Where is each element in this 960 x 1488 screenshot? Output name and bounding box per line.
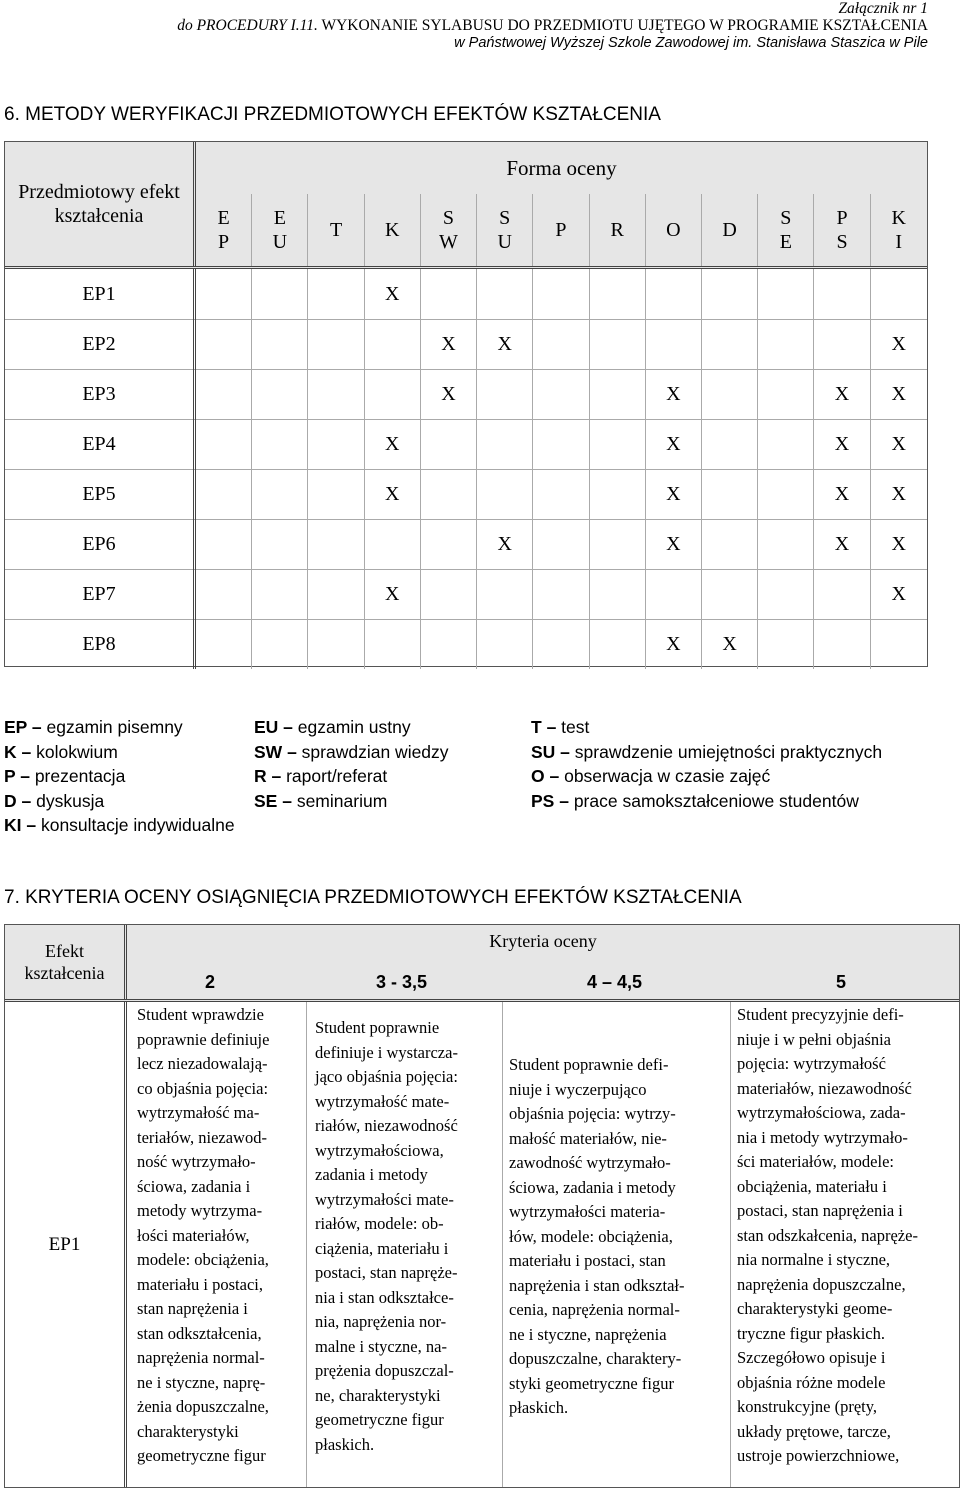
column-header: E U <box>252 194 308 266</box>
mark-cell <box>590 619 646 669</box>
grade-2: 2 <box>205 972 216 992</box>
row-label: EP2 <box>5 319 196 369</box>
mark-cell: X <box>814 419 870 469</box>
mark-cell: X <box>477 519 533 569</box>
column-header: P <box>533 194 589 266</box>
mark-cell <box>590 569 646 619</box>
legend-item <box>254 764 387 788</box>
criteria-text-2: Student wprawdzie poprawnie definiuje lecz niezadowalają- co objaśnia pojęcia: wytrzymałość ma- teriałów, niezawod- ność wytrzymało- ściowa, zadania i metody wytrzyma- łości materiałów, modele: obciążenia, materiału i postaci, stan naprężenia i stan odkształcenia, naprężenia normal- ne i styczne, naprę- żenia dopuszczalne, charakterystyki geometryczne figur <box>137 1005 270 1465</box>
legend-item <box>254 789 387 813</box>
mark-cell <box>196 519 252 569</box>
mark-cell: X <box>814 369 870 419</box>
legend-item <box>531 789 859 813</box>
mark-cell <box>758 519 814 569</box>
mark-cell <box>758 619 814 669</box>
legend-desc: kolokwium <box>36 741 118 762</box>
mark-cell <box>646 269 702 319</box>
legend-dash: – <box>544 766 565 786</box>
mark-cell: X <box>646 369 702 419</box>
table-row <box>5 469 927 520</box>
legend-dash: – <box>554 790 574 811</box>
mark-cell <box>814 319 870 369</box>
mark-cell <box>308 319 364 369</box>
mark-cell: X <box>891 482 906 505</box>
mark-cell <box>758 419 814 469</box>
mark-cell <box>196 369 252 419</box>
effect-column-header: Przedmiotowy efekt kształcenia <box>5 142 196 266</box>
mark-cell <box>421 269 477 319</box>
legend-dash: – <box>541 717 562 737</box>
legend-abbr: T <box>531 717 542 737</box>
column-header: K <box>365 194 421 266</box>
legend-dash: – <box>16 741 37 762</box>
section-7-title: 7. KRYTERIA OCENY OSIĄGNIĘCIA PRZEDMIOTOWYCH EFEKTÓW KSZTAŁCENIA <box>4 887 742 908</box>
mark-cell <box>252 419 308 469</box>
legend-dash: – <box>21 815 41 835</box>
legend-dash: – <box>278 717 298 737</box>
mark-cell <box>421 569 477 619</box>
mark-cell <box>814 619 870 669</box>
mark-cell <box>702 419 758 469</box>
legend-dash: – <box>277 790 297 811</box>
mark-cell <box>702 569 758 619</box>
mark-cell <box>646 569 702 619</box>
mark-cell <box>590 269 646 319</box>
table-row <box>5 269 927 320</box>
mark-cell <box>308 519 364 569</box>
mark-cell <box>702 369 758 419</box>
column-header: K I <box>891 207 906 253</box>
mark-cell <box>196 469 252 519</box>
legend-desc: raport/referat <box>286 766 388 786</box>
mark-cell <box>533 369 589 419</box>
legend-abbr: EU <box>254 717 279 737</box>
column-header: T <box>308 194 364 266</box>
row-label: EP1 <box>5 269 196 319</box>
mark-cell: X <box>365 269 421 319</box>
mark-cell <box>533 619 589 669</box>
legend-desc: egzamin ustny <box>297 717 411 737</box>
mark-cell <box>533 269 589 319</box>
legend-desc: seminarium <box>296 790 388 811</box>
assessment-form-header: Forma oceny <box>506 155 617 180</box>
mark-cell <box>252 319 308 369</box>
mark-cell <box>308 369 364 419</box>
mark-cell <box>758 319 814 369</box>
legend-abbr: SW <box>254 741 283 762</box>
legend-abbr: EP <box>4 717 28 737</box>
legend-desc: dyskusja <box>36 790 105 811</box>
column-header: O <box>646 194 702 266</box>
criteria-grade-4 <box>503 1002 731 1487</box>
table-row <box>5 419 927 470</box>
effect-header-text: Efekt kształcenia <box>24 941 105 983</box>
legend-desc: prezentacja <box>34 766 126 786</box>
legend-abbr: PS <box>531 790 555 811</box>
legend-desc: test <box>561 717 590 737</box>
mark-cell <box>308 419 364 469</box>
mark-cell <box>758 369 814 419</box>
table-row <box>5 619 927 669</box>
legend-desc: sprawdzian wiedzy <box>301 741 449 762</box>
mark-cell: X <box>814 519 870 569</box>
grade-3: 3 - 3,5 <box>376 972 428 992</box>
mark-cell <box>196 619 252 669</box>
mark-cell <box>758 469 814 519</box>
mark-cell <box>477 469 533 519</box>
legend-item <box>4 813 235 837</box>
mark-cell <box>252 519 308 569</box>
mark-cell: X <box>477 319 533 369</box>
procedure-line <box>177 17 928 34</box>
row-label: EP8 <box>5 619 196 669</box>
mark-cell <box>477 419 533 469</box>
criteria-body <box>5 1002 959 1487</box>
column-header: P S <box>814 194 870 266</box>
mark-cell <box>421 519 477 569</box>
mark-cell <box>702 269 758 319</box>
mark-cell <box>871 269 927 319</box>
mark-cell <box>196 419 252 469</box>
mark-cell: X <box>365 569 421 619</box>
mark-cell <box>477 569 533 619</box>
effect-row-label: EP1 <box>5 1002 127 1487</box>
table-row <box>5 519 927 570</box>
mark-cell: X <box>891 382 906 405</box>
column-header: S E <box>758 194 814 266</box>
mark-cell <box>590 419 646 469</box>
column-header: D <box>702 194 758 266</box>
procedure-title: WYKONANIE SYLABUSU DO PRZEDMIOTU UJĘTEGO W PROGRAMIE KSZTAŁCENIA <box>321 17 928 34</box>
legend-dash: – <box>15 766 35 786</box>
mark-cell: X <box>891 432 906 455</box>
mark-cell: X <box>891 582 906 605</box>
mark-cell <box>533 319 589 369</box>
mark-cell: X <box>365 419 421 469</box>
mark-cell <box>252 619 308 669</box>
row-label: EP6 <box>5 519 196 569</box>
mark-cell <box>252 469 308 519</box>
table-header-row <box>5 142 927 269</box>
legend-desc: sprawdzenie umiejętności praktycznych <box>574 741 883 762</box>
effect-header <box>5 925 127 999</box>
legend-abbr: SE <box>254 790 278 811</box>
mark-cell <box>758 269 814 319</box>
mark-cell <box>590 369 646 419</box>
mark-cell <box>702 469 758 519</box>
legend-item <box>4 789 104 813</box>
legend-item <box>531 764 770 788</box>
mark-cell <box>871 619 927 669</box>
procedure-prefix: do PROCEDURY I.11. <box>177 17 318 34</box>
row-label: EP5 <box>5 469 196 519</box>
mark-cell: X <box>646 469 702 519</box>
mark-cell <box>196 569 252 619</box>
legend-desc: prace samokształceniowe studentów <box>573 790 859 811</box>
mark-cell <box>477 269 533 319</box>
legend-item <box>4 740 118 764</box>
legend-dash: – <box>266 766 287 786</box>
legend-abbr: R <box>254 766 267 786</box>
mark-cell <box>533 469 589 519</box>
mark-cell: X <box>891 532 906 555</box>
legend-desc: konsultacje indywidualne <box>40 815 235 835</box>
mark-cell <box>365 619 421 669</box>
mark-cell: X <box>646 619 702 669</box>
legend-item <box>254 715 411 739</box>
mark-cell: X <box>421 319 477 369</box>
legend-abbr: KI <box>4 815 22 835</box>
mark-cell <box>533 519 589 569</box>
mark-cell <box>308 619 364 669</box>
mark-cell <box>590 319 646 369</box>
mark-cell <box>758 569 814 619</box>
mark-cell <box>308 569 364 619</box>
legend-dash: – <box>27 717 47 737</box>
mark-cell <box>421 469 477 519</box>
mark-cell <box>365 369 421 419</box>
mark-cell <box>590 519 646 569</box>
legend-item <box>4 715 183 739</box>
criteria-header: Kryteria oceny <box>489 931 597 951</box>
grade-4: 4 – 4,5 <box>587 972 643 992</box>
column-header: R <box>590 194 646 266</box>
criteria-text-4: Student poprawnie defi- niuje i wyczerpująco objaśnia pojęcia: wytrzy- małość materiałów, nie- zawodność wytrzymało- ściowa, zadania i metody wytrzymałości materia- łów, modele: obciążenia, materiału i postaci, stan naprężenia i stan odkształ- cenia, naprężenia normal- ne i styczne, naprężenia dopuszczalne, charaktery- styki geometryczne figur płaskich. <box>509 1055 685 1417</box>
legend-abbr: K <box>4 741 17 762</box>
mark-cell <box>477 619 533 669</box>
legend-desc: obserwacja w czasie zajęć <box>564 766 771 786</box>
column-header: E P <box>196 194 252 266</box>
mark-cell <box>196 269 252 319</box>
grade-5: 5 <box>836 972 847 992</box>
mark-cell <box>477 369 533 419</box>
mark-cell <box>590 469 646 519</box>
legend-dash: – <box>282 741 302 762</box>
column-header: S U <box>477 194 533 266</box>
mark-cell <box>196 319 252 369</box>
row-label: EP7 <box>5 569 196 619</box>
mark-cell <box>365 519 421 569</box>
criteria-text-3: Student poprawnie definiuje i wystarcza- jąco objaśnia pojęcia: wytrzymałość mate- riałów, niezawodność wytrzymałościowa, zadania i metody wytrzymałości mate- riałów, modele: ob- ciążenia, materiału i postaci, stan naprężе- nia i stan odkształce- nia, naprężenia nor- malne i styczne, na- prężenia dopuszczal- ne, charakterystyki geometryczne figur płaskich. <box>315 1018 458 1454</box>
criteria-text-5: Student precyzyjnie defi- niuje i w pełni objaśnia pojęcia: wytrzymałość materiałów, niezawodność wytrzymałościowa, zada- nia i metody wytrzymało- ści materiałów, modele: obciążenia, materiału i postaci, stan naprężenia i stan odszkałcenia, napręże- nia normalne i styczne, naprężenia dopuszczalne, charakterystyki geome- tryczne figur płaskich. Szczegółowo opisuje i objaśnia różne modele konstrukcyjne (pręty, układy prętowe, tarcze, ustroje powierzchniowe, <box>737 1005 918 1465</box>
attachment-label: Załącznik nr 1 <box>838 0 928 17</box>
legend-item <box>4 764 125 788</box>
mark-cell <box>814 269 870 319</box>
mark-cell <box>702 319 758 369</box>
mark-cell: X <box>814 469 870 519</box>
criteria-table <box>4 924 960 1488</box>
mark-cell <box>646 319 702 369</box>
row-label: EP4 <box>5 419 196 469</box>
table-row <box>5 369 927 420</box>
legend-abbr: SU <box>531 741 556 762</box>
mark-cell <box>421 619 477 669</box>
column-header: S W <box>421 194 477 266</box>
mark-cell: X <box>421 369 477 419</box>
table-row <box>5 569 927 620</box>
mark-cell <box>533 419 589 469</box>
row-label: EP3 <box>5 369 196 419</box>
mark-cell <box>308 269 364 319</box>
mark-cell <box>252 369 308 419</box>
criteria-grade-5 <box>731 1002 959 1487</box>
mark-cell <box>365 319 421 369</box>
legend-abbr: O <box>531 766 545 786</box>
mark-cell <box>252 269 308 319</box>
criteria-grade-3 <box>307 1002 503 1487</box>
legend-dash: – <box>555 741 575 762</box>
section-6-title: 6. METODY WERYFIKACJI PRZEDMIOTOWYCH EFEKTÓW KSZTAŁCENIA <box>4 104 661 125</box>
legend-abbr: P <box>4 766 16 786</box>
assessment-columns <box>196 194 927 266</box>
mark-cell: X <box>646 419 702 469</box>
legend-item <box>531 740 882 764</box>
legend-dash: – <box>16 790 37 811</box>
mark-cell: X <box>365 469 421 519</box>
mark-cell <box>702 519 758 569</box>
mark-cell: X <box>702 619 758 669</box>
criteria-header-row <box>5 925 959 1002</box>
verification-methods-table <box>4 141 928 667</box>
legend-item <box>531 715 589 739</box>
legend-desc: egzamin pisemny <box>46 717 183 737</box>
mark-cell <box>814 569 870 619</box>
mark-cell <box>421 419 477 469</box>
legend-item <box>254 740 449 764</box>
mark-cell <box>308 469 364 519</box>
criteria-grade-2 <box>127 1002 307 1487</box>
mark-cell <box>252 569 308 619</box>
mark-cell <box>533 569 589 619</box>
mark-cell: X <box>891 332 906 355</box>
mark-cell: X <box>646 519 702 569</box>
table-row <box>5 319 927 370</box>
school-line: w Państwowej Wyższej Szkole Zawodowej im. Stanisława Staszica w Pile <box>454 35 928 51</box>
legend-abbr: D <box>4 790 17 811</box>
